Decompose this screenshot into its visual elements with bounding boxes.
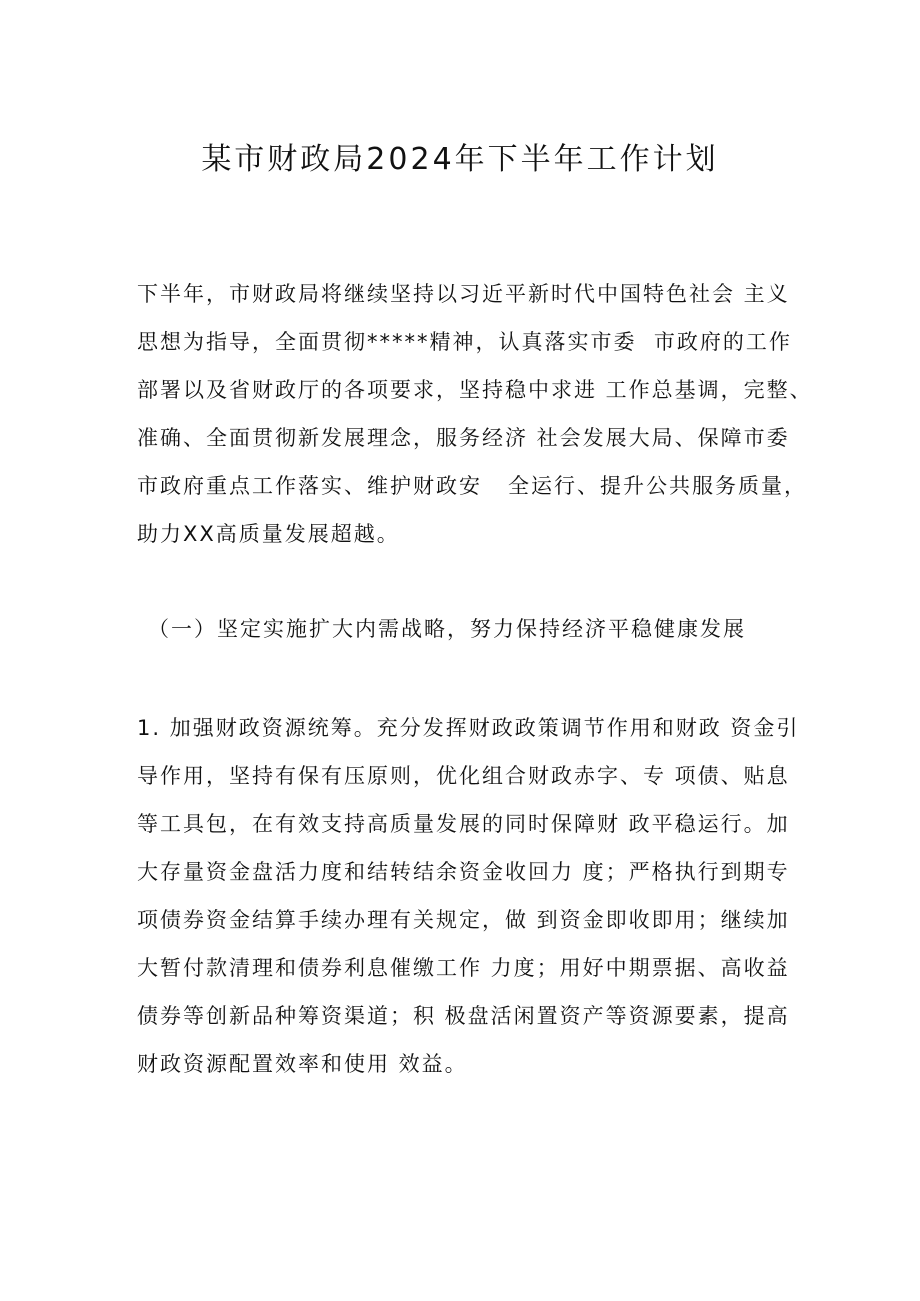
item-line: 导作用，坚持有保有压原则，优化组合财政赤字、专 项债、贴息 xyxy=(137,764,790,788)
intro-line: 思想为指导，全面贯彻*****精神，认真落实市委 市政府的工作 xyxy=(137,330,792,354)
item-line: 等工具包，在有效支持高质量发展的同时保障财 政平稳运行。加 xyxy=(137,812,790,836)
item-line: 大暂付款清理和债券利息催缴工作 力度；用好中期票据、高收益 xyxy=(137,956,790,980)
intro-line: 准确、全面贯彻新发展理念，服务经济 社会发展大局、保障市委 xyxy=(137,426,790,450)
intro-line: 下半年，市财政局将继续坚持以习近平新时代中国特色社会 主义 xyxy=(137,282,790,306)
section-heading: （一）坚定实施扩大内需战略，努力保持经济平稳健康发展 xyxy=(148,617,746,641)
intro-line: 助力XX高质量发展超越。 xyxy=(137,522,400,546)
intro-line: 市政府重点工作落实、维护财政安 全运行、提升公共服务质量， xyxy=(137,474,808,498)
item-line: 财政资源配置效率和使用 效益。 xyxy=(137,1052,468,1076)
item-line: 债券等创新品种筹资渠道；积 极盘活闲置资产等资源要素，提高 xyxy=(137,1004,790,1028)
document-title: 某市财政局2024年下半年工作计划 xyxy=(201,142,719,177)
intro-line: 部署以及省财政厅的各项要求，坚持稳中求进 工作总基调，完整、 xyxy=(137,378,813,402)
item-line: 项债券资金结算手续办理有关规定，做 到资金即收即用；继续加 xyxy=(137,908,790,932)
item-line: 大存量资金盘活力度和结转结余资金收回力 度；严格执行到期专 xyxy=(137,860,790,884)
item-line: 1. 加强财政资源统筹。充分发挥财政政策调节作用和财政 资金引 xyxy=(137,716,800,740)
